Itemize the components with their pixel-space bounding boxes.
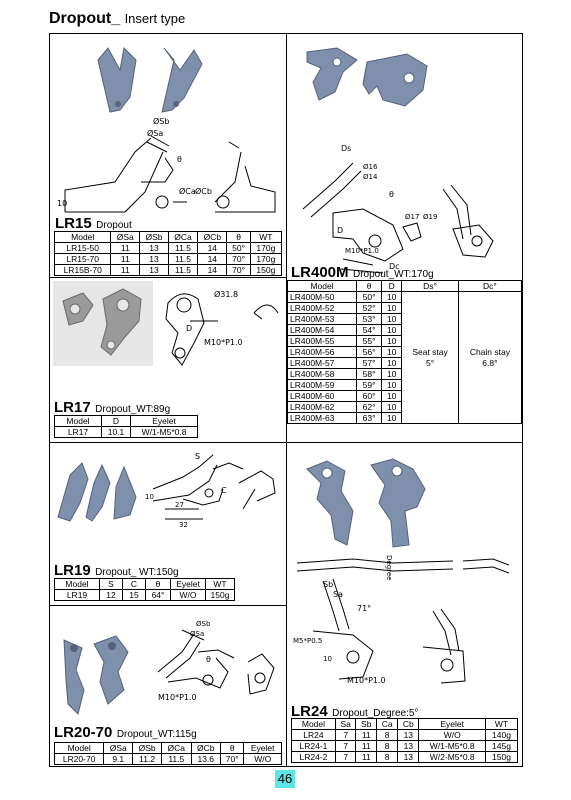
table-cell: 10 <box>382 369 402 380</box>
lr24-drawing <box>293 551 518 691</box>
table-cell: 53° <box>357 314 382 325</box>
table-header: WT <box>250 232 281 243</box>
lr400m-dim-d2: Ø14 <box>363 173 378 181</box>
table-cell: LR400M-52 <box>288 303 357 314</box>
table-cell: 11 <box>356 752 377 763</box>
lr24-dim-thread: M10*P1.0 <box>347 676 386 685</box>
table-cell: 13 <box>398 741 419 752</box>
lr17-dim-dia: Ø31.8 <box>214 290 239 299</box>
lr400m-dc-cell <box>458 292 521 424</box>
table-cell: 14 <box>198 254 227 265</box>
table-cell: 62° <box>357 402 382 413</box>
table-row <box>55 254 282 265</box>
table-cell: LR400M-60 <box>288 391 357 402</box>
table-cell: LR400M-53 <box>288 314 357 325</box>
lr400m-dim-ds: Ds <box>341 144 352 153</box>
table-cell: 7 <box>335 752 356 763</box>
table-header: Ds° <box>402 281 459 292</box>
lr24-dim-side: M5*P0.5 <box>293 637 323 645</box>
lr24-spec-table <box>291 718 518 763</box>
table-cell: 57° <box>357 358 382 369</box>
page-title <box>49 10 185 28</box>
table-cell: 14 <box>198 265 227 276</box>
table-cell: LR400M-56 <box>288 347 357 358</box>
table-cell: 9.1 <box>104 754 133 765</box>
lr2070-heading <box>54 724 197 742</box>
table-cell: 56° <box>357 347 382 358</box>
lr400m-ds-line2: 5° <box>425 357 435 368</box>
lr400m-ds-cell <box>402 292 459 424</box>
table-cell: 70° <box>227 254 250 265</box>
table-cell: 11.5 <box>168 243 197 254</box>
table-cell: 14 <box>198 243 227 254</box>
table-cell: LR400M-63 <box>288 413 357 424</box>
lr24-dim-sa: Sa <box>333 590 343 599</box>
lr17-drawing <box>158 283 283 368</box>
lr400m-dim-d: D <box>337 226 344 235</box>
table-cell: LR400M-62 <box>288 402 357 413</box>
lr2070-dim-theta: θ <box>206 655 211 664</box>
table-header-row <box>55 743 282 754</box>
lr19-drawing <box>143 449 283 529</box>
lr19-dim-c: C <box>221 486 227 495</box>
table-cell: 10.1 <box>102 427 131 438</box>
lr15-dim-theta: θ <box>177 155 182 164</box>
table-row <box>292 730 518 741</box>
table-header: Eyelet <box>419 719 486 730</box>
table-cell: W/O <box>244 754 282 765</box>
lr24-photo <box>297 449 437 554</box>
table-cell: 10 <box>382 391 402 402</box>
table-cell: LR17 <box>55 427 102 438</box>
lr400m-dim-d3: Ø17 <box>405 213 420 221</box>
table-cell: 55° <box>357 336 382 347</box>
table-cell: 11 <box>356 741 377 752</box>
table-header: Cb <box>398 719 419 730</box>
table-cell: LR400M-57 <box>288 358 357 369</box>
table-cell: LR400M-54 <box>288 325 357 336</box>
table-cell: 10 <box>382 380 402 391</box>
table-row <box>55 427 198 438</box>
table-cell: 63° <box>357 413 382 424</box>
table-cell: 58° <box>357 369 382 380</box>
lr19-code: LR19 <box>54 562 91 579</box>
lr400m-panel <box>286 33 523 443</box>
table-cell: 170g <box>250 243 281 254</box>
table-cell: 10 <box>382 325 402 336</box>
table-cell: LR400M-59 <box>288 380 357 391</box>
lr19-desc: Dropout_ WT:150g <box>95 567 179 578</box>
lr2070-desc: Dropout_WT:115g <box>116 729 197 740</box>
table-cell: 10 <box>382 292 402 303</box>
table-cell: 64° <box>146 590 171 601</box>
table-header: θ <box>357 281 382 292</box>
table-cell: 150g <box>486 752 518 763</box>
table-cell: LR15B-70 <box>55 265 111 276</box>
lr2070-panel <box>49 605 287 767</box>
lr15-dim-h: 10 <box>57 199 68 208</box>
table-cell: 50° <box>227 243 250 254</box>
lr400m-dim-d1: Ø16 <box>363 163 378 171</box>
lr15-dim-sa: ØSa <box>147 129 164 138</box>
lr400m-spec-table <box>287 280 522 424</box>
table-header: Model <box>55 416 102 427</box>
table-cell: 10 <box>382 358 402 369</box>
lr2070-dim-sb: ØSb <box>196 620 211 628</box>
table-cell: 11 <box>356 730 377 741</box>
table-header: θ <box>221 743 244 754</box>
table-cell: 13 <box>140 265 169 276</box>
lr2070-code: LR20-70 <box>54 724 113 741</box>
table-cell: 13 <box>140 254 169 265</box>
lr24-dim-sb: Sb <box>323 580 334 589</box>
lr24-dim-h: 10 <box>323 655 332 663</box>
table-cell: LR19 <box>55 590 100 601</box>
lr19-spec-table <box>54 578 235 601</box>
table-cell: LR20-70 <box>55 754 104 765</box>
page-title-sub: Insert type <box>124 11 186 26</box>
table-cell: 8 <box>377 752 398 763</box>
table-cell: 170g <box>250 254 281 265</box>
lr19-dim-h: 10 <box>145 493 154 501</box>
table-header: Ca <box>377 719 398 730</box>
table-header: Model <box>292 719 336 730</box>
table-header: ØCa <box>168 232 197 243</box>
table-cell: 145g <box>486 741 518 752</box>
table-cell: 12 <box>100 590 123 601</box>
table-header: Model <box>55 743 104 754</box>
lr24-code: LR24 <box>291 703 328 720</box>
page-title-main: Dropout_ <box>49 10 121 27</box>
lr400m-dc-line2: 6.8° <box>482 357 498 368</box>
table-cell: 13.6 <box>191 754 220 765</box>
table-header: ØSb <box>140 232 169 243</box>
lr24-panel <box>286 442 523 767</box>
lr15-dim-cb: ØCb <box>195 187 212 196</box>
table-header: ØCb <box>198 232 227 243</box>
lr2070-spec-table <box>54 742 282 765</box>
table-cell: 59° <box>357 380 382 391</box>
table-header: Eyelet <box>171 579 206 590</box>
table-header: Dc° <box>458 281 521 292</box>
table-header-row <box>292 719 518 730</box>
table-row <box>55 243 282 254</box>
table-header: Sa <box>335 719 356 730</box>
table-header: ØSa <box>104 743 133 754</box>
table-cell: 70° <box>227 265 250 276</box>
table-cell: W/O <box>171 590 206 601</box>
table-header-row <box>55 416 198 427</box>
table-header: S <box>100 579 123 590</box>
table-cell: LR24-2 <box>292 752 336 763</box>
table-row <box>292 752 518 763</box>
table-header: Model <box>288 281 357 292</box>
lr15-desc: Dropout <box>96 220 132 231</box>
lr24-desc: Dropout_Degree:5° <box>332 708 419 719</box>
lr400m-desc: Dropout_WT:170g <box>352 269 434 280</box>
lr19-photo <box>54 457 140 527</box>
lr400m-drawing <box>293 129 518 274</box>
table-cell: 7 <box>335 730 356 741</box>
table-cell: 13 <box>398 752 419 763</box>
table-cell: 11.2 <box>133 754 162 765</box>
lr400m-code: LR400M <box>291 264 349 281</box>
table-cell: 60° <box>357 391 382 402</box>
lr400m-ds-line1: Seat stay <box>412 346 448 357</box>
lr24-dim-degree: Degree <box>385 555 393 581</box>
lr15-dim-sb: ØSb <box>153 117 170 126</box>
lr17-panel <box>49 277 287 443</box>
lr19-dim-s: S <box>195 452 201 461</box>
table-cell: 11.5 <box>162 754 191 765</box>
table-header: θ <box>146 579 171 590</box>
table-cell: 10 <box>382 336 402 347</box>
table-row <box>288 292 522 303</box>
table-header: θ <box>227 232 250 243</box>
lr400m-dim-d4: Ø19 <box>423 213 438 221</box>
table-cell: 10 <box>382 402 402 413</box>
lr17-dim-d: D <box>186 324 193 333</box>
table-cell: 11 <box>111 265 140 276</box>
table-cell: LR400M-50 <box>288 292 357 303</box>
lr15-panel <box>49 33 287 278</box>
lr17-photo <box>53 281 153 366</box>
lr15-drawing <box>55 112 283 227</box>
table-cell: 150g <box>206 590 235 601</box>
table-header-row <box>288 281 522 292</box>
table-header: ØCa <box>162 743 191 754</box>
lr2070-photo <box>54 630 134 720</box>
lr2070-dim-thread: M10*P1.0 <box>158 693 197 702</box>
table-cell: LR400M-55 <box>288 336 357 347</box>
table-cell: 13 <box>398 730 419 741</box>
table-row <box>55 590 235 601</box>
table-cell: LR24 <box>292 730 336 741</box>
table-cell: 11.5 <box>168 265 197 276</box>
table-cell: W/2-M5*0.8 <box>419 752 486 763</box>
table-cell: 8 <box>377 730 398 741</box>
lr17-code: LR17 <box>54 399 91 416</box>
table-cell: 11 <box>111 254 140 265</box>
lr17-desc: Dropout_WT:89g <box>95 404 171 415</box>
table-cell: 10 <box>382 413 402 424</box>
table-cell: W/1-M5*0.8 <box>131 427 198 438</box>
table-header: WT <box>206 579 235 590</box>
table-header: ØSa <box>111 232 140 243</box>
table-row <box>55 754 282 765</box>
table-cell: 54° <box>357 325 382 336</box>
table-cell: 8 <box>377 741 398 752</box>
table-row <box>292 741 518 752</box>
table-cell: 10 <box>382 347 402 358</box>
lr400m-dc-line1: Chain stay <box>469 346 510 357</box>
lr19-dim-w2: 32 <box>179 521 188 529</box>
table-cell: 50° <box>357 292 382 303</box>
table-header: Model <box>55 232 111 243</box>
table-header: WT <box>486 719 518 730</box>
lr400m-dim-theta: θ <box>389 190 394 199</box>
table-cell: 7 <box>335 741 356 752</box>
table-cell: W/1-M5*0.8 <box>419 741 486 752</box>
table-header-row <box>55 579 235 590</box>
table-cell: 140g <box>486 730 518 741</box>
lr15-photo <box>90 42 210 117</box>
table-cell: 11 <box>111 243 140 254</box>
table-header: Model <box>55 579 100 590</box>
table-cell: 10 <box>382 303 402 314</box>
table-cell: LR400M-58 <box>288 369 357 380</box>
table-row <box>55 265 282 276</box>
lr17-spec-table <box>54 415 198 438</box>
lr19-panel <box>49 442 287 606</box>
lr15-code: LR15 <box>55 215 92 232</box>
table-cell: 11.5 <box>168 254 197 265</box>
table-header: Sb <box>356 719 377 730</box>
table-cell: 10 <box>382 314 402 325</box>
table-header: Eyelet <box>131 416 198 427</box>
table-header: C <box>123 579 146 590</box>
lr15-spec-table <box>54 231 282 276</box>
lr17-dim-thread: M10*P1.0 <box>204 338 243 347</box>
page-number: 46 <box>275 770 295 788</box>
table-cell: 52° <box>357 303 382 314</box>
table-header: ØSb <box>133 743 162 754</box>
table-header: D <box>102 416 131 427</box>
table-header: Eyelet <box>244 743 282 754</box>
table-cell: W/O <box>419 730 486 741</box>
table-cell: LR15-70 <box>55 254 111 265</box>
table-header: ØCb <box>191 743 220 754</box>
lr400m-photo <box>297 42 447 117</box>
table-cell: LR15-50 <box>55 243 111 254</box>
lr19-dim-w1: 27 <box>175 501 184 509</box>
lr15-dim-ca: ØCa <box>179 187 196 196</box>
lr400m-dim-thread: M10*P1.0 <box>345 247 379 255</box>
table-cell: LR24-1 <box>292 741 336 752</box>
table-cell: 13 <box>140 243 169 254</box>
lr2070-drawing <box>138 612 283 707</box>
table-header: D <box>382 281 402 292</box>
lr2070-dim-sa: ØSa <box>190 630 205 638</box>
table-header-row <box>55 232 282 243</box>
table-cell: 15 <box>123 590 146 601</box>
table-cell: 150g <box>250 265 281 276</box>
table-cell: 70° <box>221 754 244 765</box>
lr400m-dim-dc: Dc <box>389 262 400 271</box>
lr24-dim-theta: 71° <box>357 604 372 613</box>
